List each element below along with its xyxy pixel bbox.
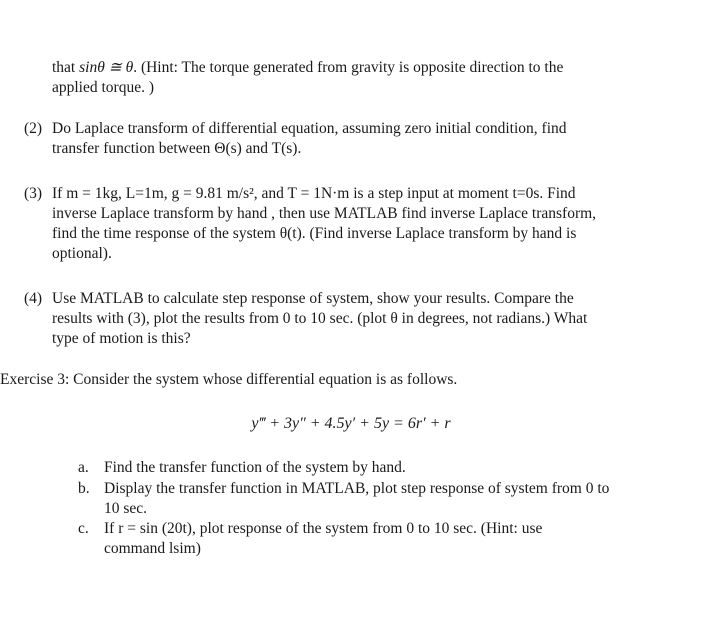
sub-item-line: command lsim) bbox=[104, 540, 201, 557]
intro-line-2: applied torque. ) bbox=[52, 79, 155, 96]
item-number: (4) bbox=[24, 290, 43, 307]
sub-item-a bbox=[78, 458, 688, 478]
sub-item-line: Find the transfer function of the system by hand. bbox=[104, 459, 406, 476]
differential-equation: y‴ + 3y″ + 4.5y′ + 5y = 6r′ + r bbox=[251, 415, 451, 432]
intro-math: sinθ ≅ θ bbox=[79, 59, 134, 76]
intro-paragraph bbox=[52, 58, 692, 98]
item-line: type of motion is this? bbox=[52, 330, 191, 347]
sub-item-c bbox=[78, 519, 688, 559]
item-number: (2) bbox=[24, 120, 43, 137]
exercise-3-heading: Exercise 3: Consider the system whose differential equation is as follows. bbox=[0, 371, 458, 388]
sub-item-line: If r = sin (20t), plot response of the system from 0 to 10 sec. (Hint: use bbox=[104, 520, 543, 537]
item-line: find the time response of the system θ(t). (Find inverse Laplace transform by hand is bbox=[52, 225, 577, 242]
item-line: Do Laplace transform of differential equation, assuming zero initial condition, find bbox=[52, 120, 567, 137]
item-number: (3) bbox=[24, 185, 43, 202]
item-line: results with (3), plot the results from 0 to 10 sec. (plot θ in degrees, not radians.) What bbox=[52, 310, 588, 327]
item-line: Use MATLAB to calculate step response of system, show your results. Compare the bbox=[52, 290, 574, 307]
list-item bbox=[24, 289, 694, 351]
sub-item-label: b. bbox=[78, 480, 90, 497]
item-line: inverse Laplace transform by hand , then use MATLAB find inverse Laplace transform, bbox=[52, 205, 597, 222]
sub-item-line: Display the transfer function in MATLAB, plot step response of system from 0 to bbox=[104, 480, 610, 497]
item-line: optional). bbox=[52, 245, 112, 262]
list-item bbox=[24, 184, 694, 266]
sub-item-label: a. bbox=[78, 459, 89, 476]
sub-item-label: c. bbox=[78, 520, 89, 537]
list-item bbox=[24, 119, 694, 159]
item-line: If m = 1kg, L=1m, g = 9.81 m/s², and T = 1N·m is a step input at moment t=0s. Find bbox=[52, 185, 576, 202]
item-line: transfer function between Θ(s) and T(s). bbox=[52, 140, 302, 157]
intro-line-1: that sinθ ≅ θ. (Hint: The torque generated from gravity is opposite direction to the bbox=[52, 59, 564, 76]
sub-item-line: 10 sec. bbox=[104, 500, 148, 517]
sub-item-b bbox=[78, 479, 688, 519]
